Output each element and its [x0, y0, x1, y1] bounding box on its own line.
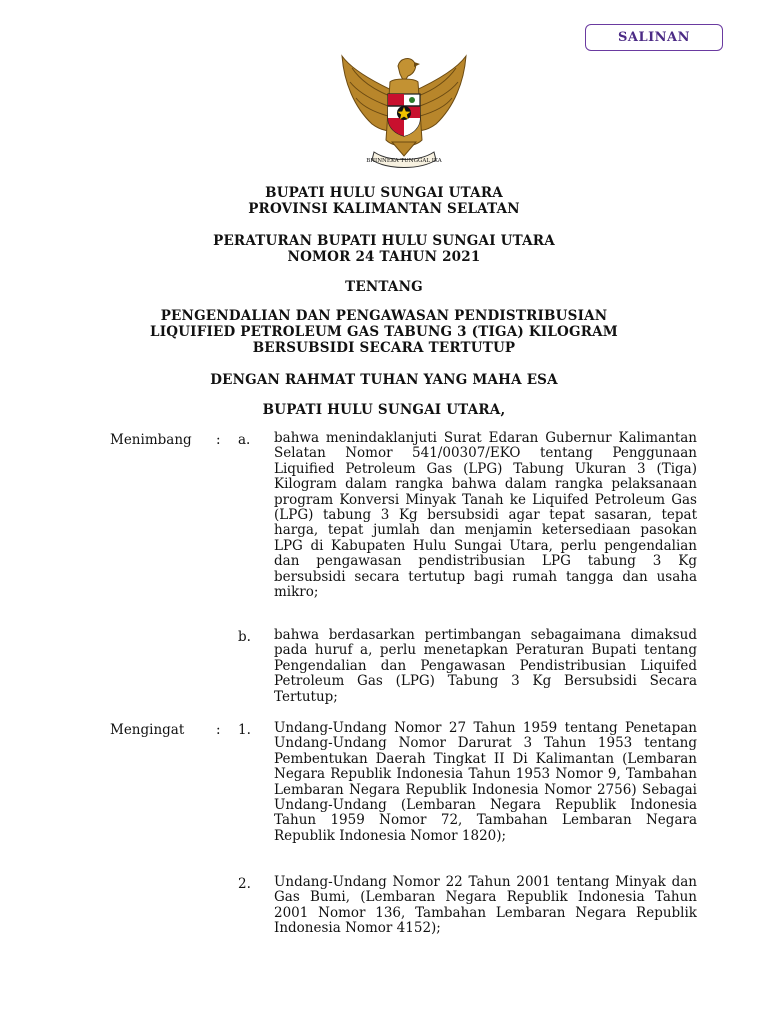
mengingat-marker-2: 2.	[238, 876, 251, 892]
subject-line-3: BERSUBSIDI SECARA TERTUTUP	[252, 340, 516, 356]
emblem-motto: BHINNEKA TUNGGAL IKA	[366, 158, 442, 164]
menimbang-item-a: bahwa menindaklanjuti Surat Edaran Gubernur Kalimantan Selatan Nomor 541/00307/EKO tentang Penggunaan Liquified Petroleum Gas (LPG) Tabung Ukuran 3 (Tiga) Kilogram dalam rangka bahwa dalam rangka pelaksanaan program Konversi Minyak Tanah ke Liquifed Petroleum Gas (LPG) tabung 3 Kg bersubsidi agar tepat sasaran, tepat harga, tepat jumlah dan menjamin ketersediaan pasokan LPG di Kabupaten Hulu Sungai Utara, perlu pengendalian dan pengawasan pendistribusian LPG tabung 3 Kg bersubsidi secara tertutup bagi rumah tangga dan usaha mikro;	[274, 430, 697, 601]
tentang-heading: TENTANG	[345, 279, 423, 295]
menimbang-label: Menimbang	[110, 432, 192, 448]
mengingat-colon: :	[216, 722, 221, 738]
menimbang-colon: :	[216, 432, 221, 448]
menimbang-marker-a: a.	[238, 432, 251, 448]
issuer-signature-heading: BUPATI HULU SUNGAI UTARA,	[262, 402, 506, 418]
province-title: PROVINSI KALIMANTAN SELATAN	[248, 201, 520, 217]
regulation-title: PERATURAN BUPATI HULU SUNGAI UTARA	[213, 233, 555, 249]
subject-line-2: LIQUIFIED PETROLEUM GAS TABUNG 3 (TIGA) KILOGRAM	[150, 324, 618, 340]
issuer-title: BUPATI HULU SUNGAI UTARA	[265, 185, 503, 201]
mengingat-item-2: Undang-Undang Nomor 22 Tahun 2001 tentang Minyak dan Gas Bumi, (Lembaran Negara Republik Indonesia Tahun 2001 Nomor 136, Tambahan Lembaran Negara Republik Indonesia Nomor 4152);	[274, 874, 697, 937]
salinan-stamp: SALINAN	[585, 24, 723, 51]
garuda-emblem-icon	[334, 52, 474, 172]
menimbang-marker-b: b.	[238, 629, 251, 645]
mengingat-marker-1: 1.	[238, 722, 251, 738]
blessing-line: DENGAN RAHMAT TUHAN YANG MAHA ESA	[210, 372, 558, 388]
mengingat-label: Mengingat	[110, 722, 185, 738]
subject-line-1: PENGENDALIAN DAN PENGAWASAN PENDISTRIBUSIAN	[160, 308, 608, 324]
mengingat-item-1: Undang-Undang Nomor 27 Tahun 1959 tentang Penetapan Undang-Undang Nomor Darurat 3 Tahun 1953 tentang Pembentukan Daerah Tingkat II Di Kalimantan (Lembaran Negara Republik Indonesia Tahun 1953 Nomor 9, Tambahan Lembaran Negara Republik Indonesia Nomor 2756) Sebagai Undang-Undang (Lembaran Negara Republik Indonesia Tahun 1959 Nomor 72, Tambahan Lembaran Negara Republik Indonesia Nomor 1820);	[274, 720, 697, 844]
menimbang-item-b: bahwa berdasarkan pertimbangan sebagaimana dimaksud pada huruf a, perlu menetapkan Peraturan Bupati tentang Pengendalian dan Pengawasan Pendistribusian Liquifed Petroleum Gas (LPG) Tabung 3 Kg Bersubsidi Secara Tertutup;	[274, 627, 697, 705]
regulation-number: NOMOR 24 TAHUN 2021	[287, 249, 481, 265]
